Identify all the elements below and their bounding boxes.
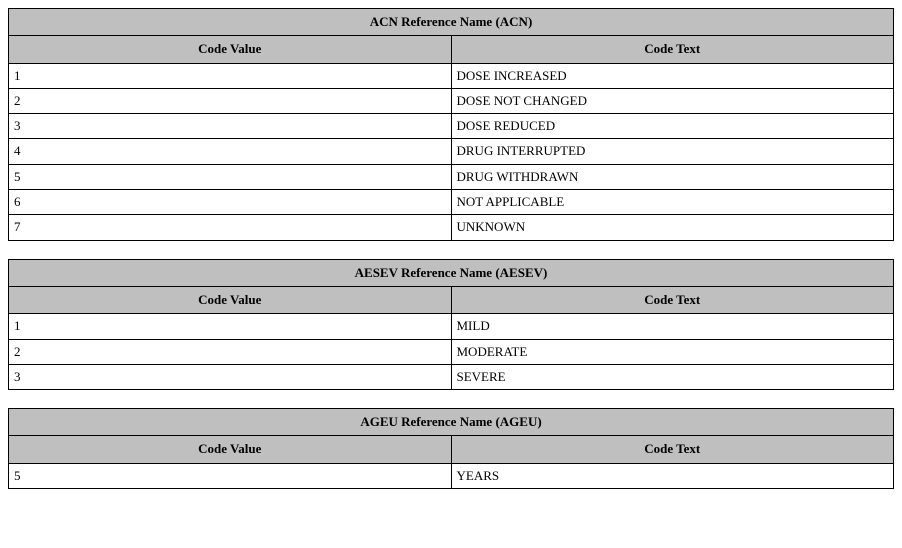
cell-code-text: NOT APPLICABLE — [451, 190, 894, 215]
cell-code-text: DRUG INTERRUPTED — [451, 139, 894, 164]
table-title-row — [9, 9, 894, 36]
table-row — [9, 114, 894, 139]
cell-code-text: DOSE NOT CHANGED — [451, 88, 894, 113]
cell-code-value: 2 — [9, 88, 452, 113]
table-header-row — [9, 436, 894, 463]
column-header-code-value: Code Value — [9, 286, 452, 313]
table-row — [9, 190, 894, 215]
cell-code-text: DRUG WITHDRAWN — [451, 164, 894, 189]
cell-code-value: 3 — [9, 364, 452, 389]
table-row — [9, 463, 894, 488]
cell-code-text: MODERATE — [451, 339, 894, 364]
table-row — [9, 63, 894, 88]
table-title-row — [9, 409, 894, 436]
table-row — [9, 88, 894, 113]
cell-code-value: 3 — [9, 114, 452, 139]
table-title: ACN Reference Name (ACN) — [9, 9, 894, 36]
cell-code-value: 6 — [9, 190, 452, 215]
column-header-code-value: Code Value — [9, 36, 452, 63]
cell-code-text: DOSE INCREASED — [451, 63, 894, 88]
cell-code-value: 5 — [9, 463, 452, 488]
column-header-code-value: Code Value — [9, 436, 452, 463]
cell-code-value: 4 — [9, 139, 452, 164]
table-title: AESEV Reference Name (AESEV) — [9, 259, 894, 286]
table-header-row — [9, 286, 894, 313]
column-header-code-text: Code Text — [451, 36, 894, 63]
cell-code-text: UNKNOWN — [451, 215, 894, 240]
codelist-table-acn — [8, 8, 894, 241]
column-header-code-text: Code Text — [451, 286, 894, 313]
cell-code-text: SEVERE — [451, 364, 894, 389]
cell-code-value: 1 — [9, 63, 452, 88]
codelist-table-ageu — [8, 408, 894, 489]
cell-code-text: DOSE REDUCED — [451, 114, 894, 139]
table-row — [9, 364, 894, 389]
table-title-row — [9, 259, 894, 286]
table-header-row — [9, 36, 894, 63]
cell-code-value: 2 — [9, 339, 452, 364]
cell-code-value: 1 — [9, 314, 452, 339]
table-row — [9, 139, 894, 164]
table-row — [9, 215, 894, 240]
cell-code-value: 7 — [9, 215, 452, 240]
cell-code-text: MILD — [451, 314, 894, 339]
cell-code-text: YEARS — [451, 463, 894, 488]
table-row — [9, 314, 894, 339]
codelist-table-aesev — [8, 259, 894, 390]
table-row — [9, 164, 894, 189]
cell-code-value: 5 — [9, 164, 452, 189]
table-title: AGEU Reference Name (AGEU) — [9, 409, 894, 436]
column-header-code-text: Code Text — [451, 436, 894, 463]
table-row — [9, 339, 894, 364]
